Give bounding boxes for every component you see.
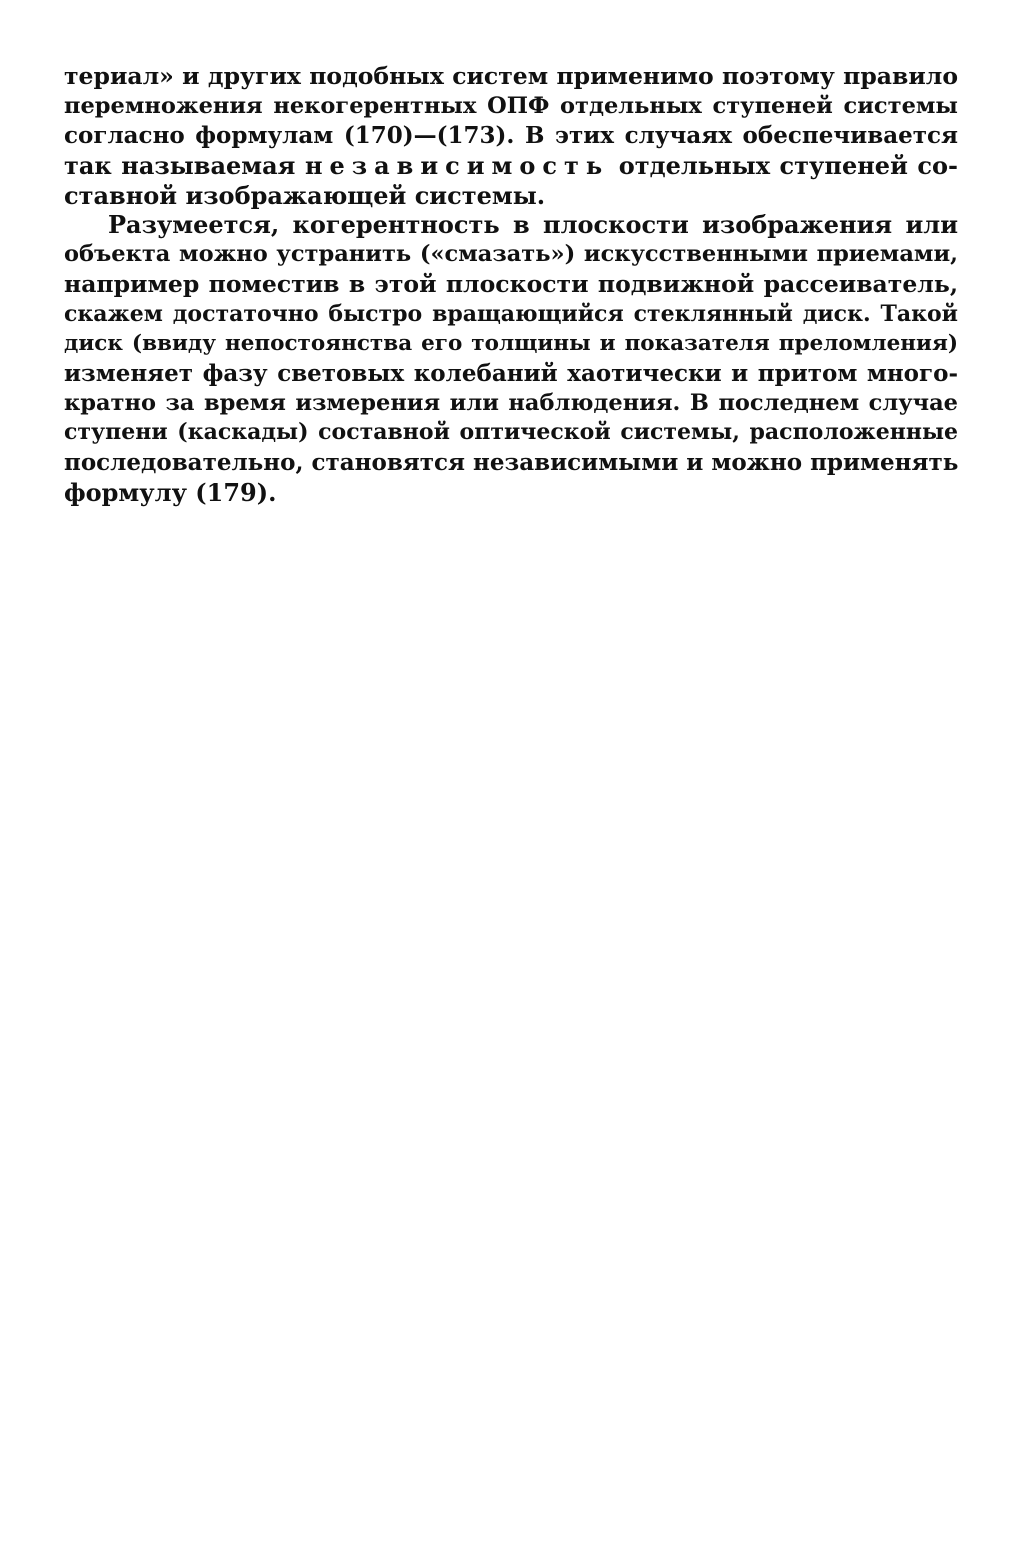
text-line: диск (ввиду непостоянства его толщины и показателя преломления) [64, 331, 958, 357]
text-line: перемножения некогерентных ОПФ отдельных ступеней системы [64, 92, 958, 119]
paragraph-1 [64, 62, 958, 210]
paragraph-2 [64, 210, 958, 507]
text-line: изменяет фазу световых колебаний хаотически и притом много- [64, 359, 958, 387]
text-line: формулу (179). [64, 477, 277, 507]
text-fragment: отдельных ступеней со- [609, 151, 958, 181]
text-line: согласно формулам (170)—(173). В этих случаях обеспечивается [64, 122, 958, 150]
emphasized-term: независимость [304, 151, 610, 181]
text-line: териал» и других подобных систем применимо поэтому правило [64, 62, 958, 90]
text-line: кратно за время измерения или наблюдения. В последнем случае [64, 389, 958, 416]
text-line [64, 151, 958, 181]
text-line: ступени (каскады) составной оптической системы, расположенные [64, 419, 958, 446]
text-line: объекта можно устранить («смазать») искусственными приемами, [64, 241, 958, 268]
text-line: Разумеется, когерентность в плоскости изображения или [108, 210, 958, 240]
text-line: скажем достаточно быстро вращающийся стеклянный диск. Такой [64, 300, 958, 327]
text-line: например поместив в этой плоскости подвижной рассеиватель, [64, 269, 958, 298]
text-line: ставной изображающей системы. [64, 180, 546, 210]
text-line: последовательно, становятся независимыми и можно применять [64, 448, 958, 476]
body-text [64, 62, 958, 507]
text-fragment: так называемая [64, 151, 305, 181]
